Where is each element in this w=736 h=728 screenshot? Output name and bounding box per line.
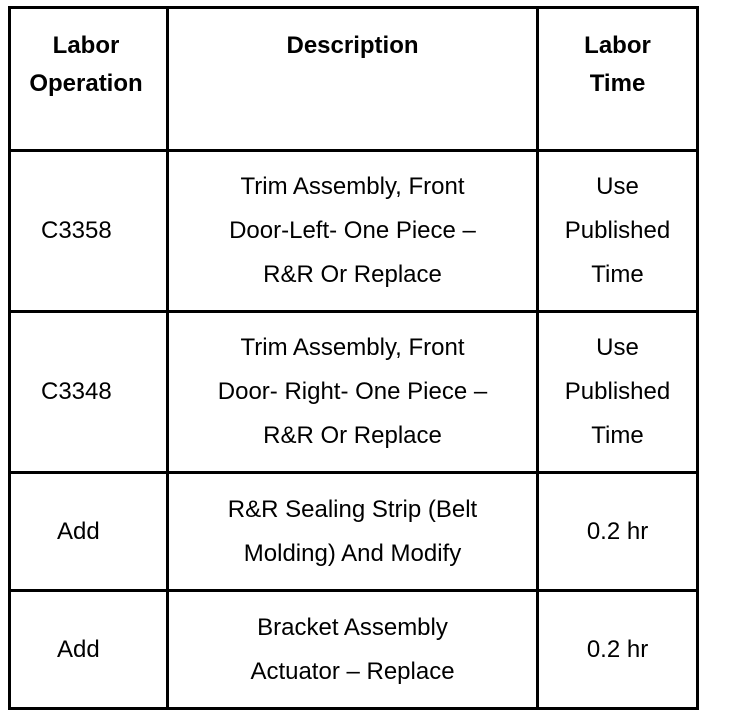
- header-labor-operation: [10, 8, 168, 151]
- labor-time-line: Published: [564, 378, 671, 405]
- labor-operation-code: Add: [57, 517, 100, 545]
- labor-time-line: Use: [596, 173, 639, 200]
- labor-time-line: Time: [591, 261, 644, 288]
- header-description: [168, 8, 538, 151]
- table-header-row: [10, 8, 698, 151]
- header-description-label: Description: [286, 32, 419, 59]
- description-line: R&R Sealing Strip (Belt: [227, 495, 478, 523]
- table-row: [10, 312, 698, 473]
- description-line: Trim Assembly, Front: [240, 334, 465, 361]
- labor-time-cell: [538, 151, 698, 312]
- description-line: Door- Right- One Piece –: [217, 378, 488, 405]
- description-cell: [168, 473, 538, 591]
- labor-time-line: Published: [564, 217, 671, 244]
- labor-operation-cell: [10, 312, 168, 473]
- labor-operation-code: C3358: [41, 217, 112, 244]
- labor-operation-code: C3348: [41, 378, 112, 405]
- description-cell: [168, 591, 538, 709]
- labor-operation-cell: [10, 591, 168, 709]
- description-cell: [168, 151, 538, 312]
- labor-time-cell: [538, 312, 698, 473]
- header-labor-time-line2: Time: [589, 70, 646, 97]
- header-labor-operation-line1: Labor: [52, 32, 120, 59]
- description-cell: [168, 312, 538, 473]
- description-line: Molding) And Modify: [243, 539, 462, 567]
- labor-time-cell: [538, 591, 698, 709]
- description-line: R&R Or Replace: [263, 261, 442, 288]
- labor-time-line: 0.2 hr: [586, 517, 649, 545]
- labor-time-line: Use: [596, 334, 639, 361]
- table-row: [10, 473, 698, 591]
- description-line: Bracket Assembly: [257, 613, 448, 641]
- description-line: Actuator – Replace: [250, 657, 455, 685]
- labor-operation-code: Add: [57, 635, 100, 663]
- labor-operations-table: [8, 6, 699, 710]
- labor-time-cell: [538, 473, 698, 591]
- description-line: Trim Assembly, Front: [240, 173, 465, 200]
- description-line: Door-Left- One Piece –: [229, 217, 476, 244]
- header-labor-time-line1: Labor: [584, 32, 651, 59]
- description-line: R&R Or Replace: [263, 422, 442, 449]
- labor-time-line: 0.2 hr: [586, 635, 649, 663]
- table-row: [10, 591, 698, 709]
- labor-operation-cell: [10, 473, 168, 591]
- header-labor-operation-line2: Operation: [29, 70, 143, 97]
- labor-operation-cell: [10, 151, 168, 312]
- table-row: [10, 151, 698, 312]
- header-labor-time: [538, 8, 698, 151]
- labor-time-line: Time: [591, 422, 644, 449]
